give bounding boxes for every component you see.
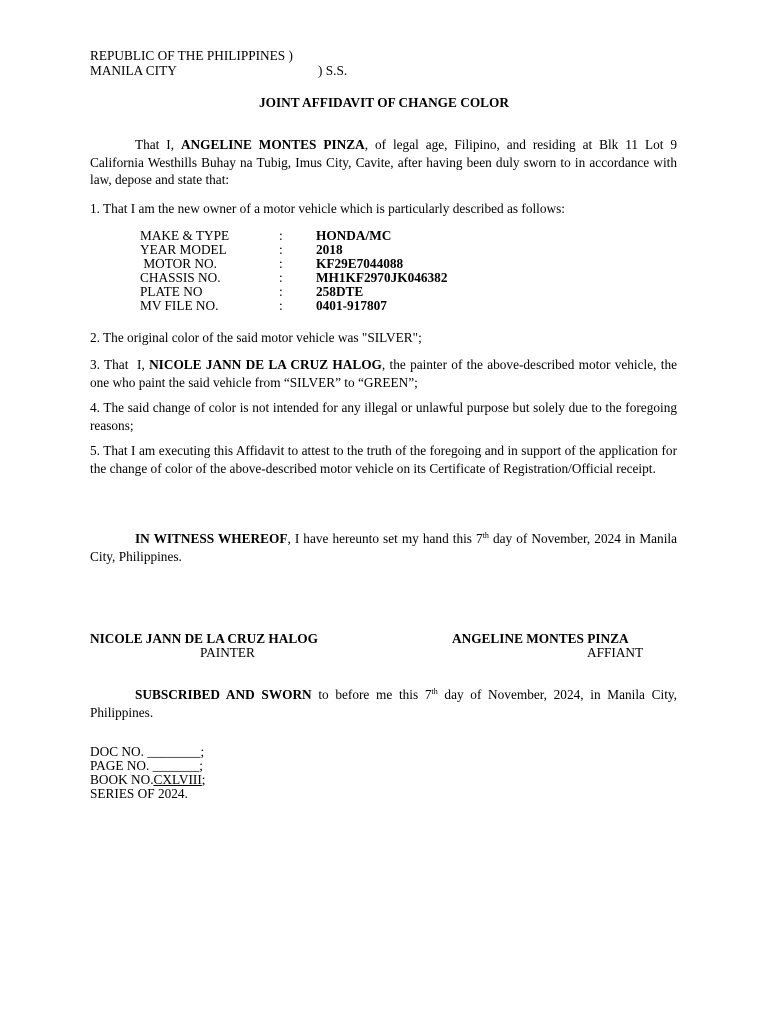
spec-label: MAKE & TYPE [140, 228, 230, 243]
spec-value: HONDA/MC [316, 228, 392, 243]
item-2: 2. The original color of the said motor vehicle was "SILVER"; [90, 330, 422, 345]
intro-paragraph [90, 136, 677, 189]
intro-prefix: That I, [135, 137, 181, 152]
painter-signature-role: PAINTER [200, 645, 255, 660]
book-no-prefix: BOOK NO. [90, 772, 154, 787]
page-no: PAGE NO. _______; [90, 758, 203, 773]
jurat-paragraph [90, 686, 677, 721]
spec-colon: : [279, 242, 283, 257]
spec-label: MOTOR NO. [140, 256, 217, 271]
affiant-signature-name: ANGELINE MONTES PINZA [452, 631, 629, 646]
item-1: 1. That I am the new owner of a motor vehicle which is particularly described as follows: [90, 201, 565, 216]
witness-ordinal: th [482, 531, 489, 540]
item-4: 4. The said change of color is not intended for any illegal or unlawful purpose but solely due to the foregoing reasons; [90, 400, 677, 433]
affiant-name: ANGELINE MONTES PINZA [180, 137, 365, 152]
spec-colon: : [279, 270, 283, 285]
spec-value: 2018 [316, 242, 343, 257]
series: SERIES OF 2024. [90, 786, 188, 801]
painter-signature-name: NICOLE JANN DE LA CRUZ HALOG [90, 631, 318, 646]
venue-republic: REPUBLIC OF THE PHILIPPINES ) [90, 48, 293, 63]
item-3-rest: , the painter of the above-described motor vehicle, the one who paint the said vehicle from “SILVER” to “GREEN”; [90, 357, 677, 390]
book-no-suffix: ; [201, 772, 206, 787]
jurat-text-2: day of November, 2024, in Manila City, Philippines. [90, 687, 677, 720]
painter-name: NICOLE JANN DE LA CRUZ HALOG [149, 357, 382, 372]
book-no [90, 772, 206, 787]
venue-ss: ) S.S. [318, 63, 348, 78]
spec-colon: : [279, 256, 283, 271]
item-3-prefix: 3. That I, [90, 357, 150, 372]
item-5: 5. That I am executing this Affidavit to attest to the truth of the foregoing and in support of the application for the change of color of the above-described motor vehicle on its Certificate of Registration/Official receipt. [90, 443, 677, 476]
document-title: JOINT AFFIDAVIT OF CHANGE COLOR [259, 95, 509, 110]
doc-no: DOC NO. ________; [90, 744, 205, 759]
spec-label: CHASSIS NO. [140, 270, 221, 285]
spec-colon: : [279, 284, 283, 299]
book-no-value: CXLVIII [153, 772, 202, 787]
spec-label: YEAR MODEL [140, 242, 227, 257]
witness-text-2: day of November, 2024 in Manila City, Philippines. [90, 531, 677, 564]
spec-value: 258DTE [316, 284, 364, 299]
spec-value: MH1KF2970JK046382 [316, 270, 448, 285]
spec-value: KF29E7044088 [316, 256, 404, 271]
witness-paragraph [90, 530, 677, 565]
item-3 [90, 356, 677, 391]
vehicle-spec-table [140, 229, 560, 319]
witness-lead: IN WITNESS WHEREOF [135, 531, 288, 546]
venue-city: MANILA CITY [90, 63, 177, 78]
spec-value: 0401-917807 [316, 298, 387, 313]
affiant-signature-role: AFFIANT [587, 645, 644, 660]
spec-colon: : [279, 228, 283, 243]
intro-rest: , of legal age, Filipino, and residing at Blk 11 Lot 9 California Westhills Buhay na Tubig, Imus City, Cavite, after having been duly sworn to in accordance with law, depose and state that: [90, 137, 677, 187]
jurat-text-1: to before me this 7 [311, 687, 432, 702]
jurat-lead: SUBSCRIBED AND SWORN [135, 687, 312, 702]
spec-label: MV FILE NO. [140, 298, 219, 313]
witness-text-1: , I have hereunto set my hand this 7 [287, 531, 483, 546]
jurat-ordinal: th [431, 687, 438, 696]
spec-colon: : [279, 298, 283, 313]
spec-label: PLATE NO [140, 284, 203, 299]
